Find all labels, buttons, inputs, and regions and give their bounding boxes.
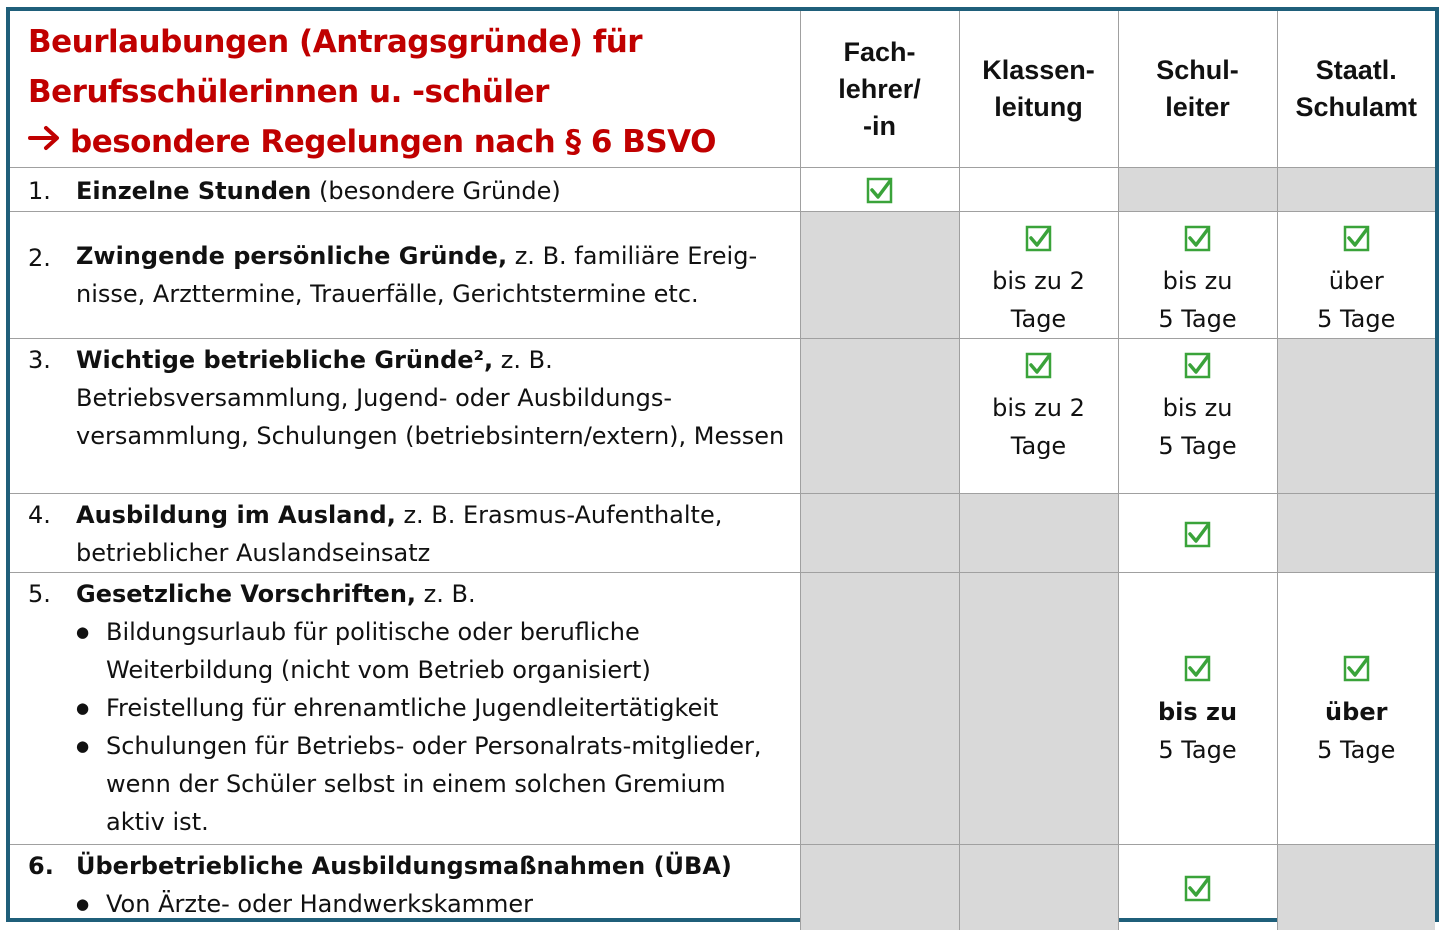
table-row bbox=[10, 494, 1435, 573]
reason-text bbox=[76, 237, 786, 313]
table-row bbox=[10, 573, 1435, 845]
permission-cell bbox=[1277, 573, 1435, 845]
table-row bbox=[10, 339, 1435, 494]
bullet-icon: ● bbox=[76, 699, 90, 717]
list-item bbox=[76, 689, 786, 727]
permission-cell bbox=[800, 845, 959, 930]
checkbox-checked-icon bbox=[1025, 352, 1052, 379]
reason-title: Wichtige betriebliche Gründe², bbox=[76, 346, 494, 374]
bullet-icon: ● bbox=[76, 895, 90, 913]
reason-content bbox=[10, 573, 800, 841]
table-row bbox=[10, 212, 1435, 339]
permission-cell bbox=[959, 212, 1118, 339]
permission-cell bbox=[959, 494, 1118, 573]
checkbox-checked-icon bbox=[1025, 225, 1052, 252]
reason-title: Überbetriebliche Ausbildungsmaßnahmen (ÜBA) bbox=[76, 852, 732, 880]
list-item bbox=[76, 885, 786, 923]
permission-cell bbox=[1118, 845, 1277, 930]
document-frame bbox=[6, 7, 1439, 922]
limit-note: 5 Tage bbox=[1158, 432, 1237, 460]
permission-cell bbox=[1277, 339, 1435, 494]
permission-cell bbox=[1118, 168, 1277, 212]
reason-title: Zwingende persönliche Gründe, bbox=[76, 242, 508, 270]
reason-description: z. B. Betriebsversammlung, Jugend- oder Ausbildungs-versammlung, Schulungen (betriebsintern/extern), Messen bbox=[76, 346, 785, 450]
permission-cell bbox=[959, 168, 1118, 212]
permission-cell bbox=[1118, 494, 1277, 573]
permission-cell bbox=[800, 168, 959, 212]
limit-note: Tage bbox=[1010, 432, 1067, 460]
permission-cell bbox=[1277, 845, 1435, 930]
limit-note: bis zu bbox=[1162, 394, 1233, 422]
reason-description: z. B. familiäre Ereig-nisse, Arzttermine, Trauerfälle, Gerichtstermine etc. bbox=[76, 242, 758, 308]
reason-content bbox=[10, 494, 800, 572]
limit-note: über bbox=[1325, 697, 1388, 726]
column-header-schulamt: Staatl. Schulamt bbox=[1277, 11, 1435, 168]
table-title bbox=[10, 11, 800, 168]
row-number: 3. bbox=[28, 346, 51, 374]
limit-note: bis zu bbox=[1162, 267, 1233, 295]
reason-text bbox=[76, 341, 786, 455]
reason-title: Ausbildung im Ausland, bbox=[76, 501, 396, 529]
bullet-text: Freistellung für ehrenamtliche Jugendleitertätigkeit bbox=[106, 694, 719, 722]
permission-cell bbox=[959, 573, 1118, 845]
permission-cell bbox=[1118, 212, 1277, 339]
row-number: 5. bbox=[28, 580, 51, 608]
bullet-text: Schulungen für Betriebs- oder Personalrats-mitglieder, wenn der Schüler selbst in einem solchen Gremium aktiv ist. bbox=[106, 732, 762, 836]
row-number: 2. bbox=[28, 244, 51, 272]
reason-text bbox=[76, 172, 786, 210]
reason-description: z. B. Erasmus-Aufenthalte, betrieblicher Auslandseinsatz bbox=[76, 501, 723, 567]
checkbox-checked-icon bbox=[1184, 352, 1211, 379]
permission-cell bbox=[800, 573, 959, 845]
permission-cell bbox=[800, 212, 959, 339]
reason-text bbox=[76, 575, 786, 613]
bullet-list bbox=[76, 613, 786, 841]
permission-cell bbox=[1118, 339, 1277, 494]
bullet-list bbox=[76, 885, 786, 923]
permission-cell bbox=[800, 494, 959, 573]
reason-text bbox=[76, 847, 786, 885]
bullet-text: Von Ärzte- oder Handwerkskammer bbox=[106, 890, 534, 918]
limit-note: bis zu bbox=[1157, 697, 1238, 726]
limit-note: 5 Tage bbox=[1158, 735, 1237, 764]
reason-cell bbox=[10, 573, 800, 845]
limit-note: bis zu 2 bbox=[992, 394, 1085, 422]
column-header-klassenleitung: Klassen- leitung bbox=[959, 11, 1118, 168]
permission-cell bbox=[1118, 573, 1277, 845]
limit-note: 5 Tage bbox=[1317, 735, 1396, 764]
header-row bbox=[10, 11, 1435, 168]
permission-cell bbox=[800, 339, 959, 494]
bullet-text: Bildungsurlaub für politische oder berufliche Weiterbildung (nicht vom Betrieb organisiert) bbox=[106, 618, 651, 684]
title-line-3: besondere Regelungen nach § 6 BSVO bbox=[28, 117, 790, 167]
reason-title: Gesetzliche Vorschriften, bbox=[76, 580, 417, 608]
bullet-icon: ● bbox=[76, 737, 90, 755]
reason-cell bbox=[10, 494, 800, 573]
reason-title: Einzelne Stunden bbox=[76, 176, 312, 205]
title-line-1: Beurlaubungen (Antragsgründe) für bbox=[28, 24, 643, 60]
checkbox-checked-icon bbox=[1343, 225, 1370, 252]
reason-content bbox=[10, 170, 800, 210]
reason-content bbox=[10, 339, 800, 455]
reason-text bbox=[76, 496, 786, 572]
checkbox-checked-icon bbox=[1184, 655, 1211, 682]
table-row bbox=[10, 168, 1435, 212]
row-number: 4. bbox=[28, 501, 51, 529]
reason-description: (besondere Gründe) bbox=[311, 176, 561, 205]
limit-note: bis zu 2 bbox=[992, 267, 1085, 295]
bullet-icon: ● bbox=[76, 623, 90, 641]
limit-note: 5 Tage bbox=[1158, 305, 1237, 333]
checkbox-checked-icon bbox=[1184, 521, 1211, 548]
title-line-2: Berufsschülerinnen u. -schüler bbox=[28, 74, 549, 110]
reason-description: z. B. bbox=[416, 580, 476, 608]
reason-content bbox=[10, 237, 800, 313]
permission-cell bbox=[959, 845, 1118, 930]
row-number: 6. bbox=[28, 852, 54, 880]
list-item bbox=[76, 727, 786, 841]
permission-cell bbox=[1277, 212, 1435, 339]
checkbox-checked-icon bbox=[1184, 875, 1211, 902]
right-arrow-icon bbox=[28, 117, 70, 167]
list-item bbox=[76, 613, 786, 689]
permission-cell bbox=[1277, 168, 1435, 212]
reason-cell bbox=[10, 168, 800, 212]
row-number: 1. bbox=[28, 176, 51, 205]
limit-note: 5 Tage bbox=[1317, 305, 1396, 333]
checkbox-checked-icon bbox=[866, 177, 893, 204]
limit-note: Tage bbox=[1010, 305, 1067, 333]
reason-cell bbox=[10, 339, 800, 494]
leave-rules-table bbox=[10, 11, 1435, 930]
column-header-schulleiter: Schul- leiter bbox=[1118, 11, 1277, 168]
table-row bbox=[10, 845, 1435, 930]
reason-cell bbox=[10, 845, 800, 930]
limit-note: über bbox=[1328, 267, 1384, 295]
permission-cell bbox=[959, 339, 1118, 494]
column-header-fachlehrer: Fach- lehrer/ -in bbox=[800, 11, 959, 168]
checkbox-checked-icon bbox=[1343, 655, 1370, 682]
permission-cell bbox=[1277, 494, 1435, 573]
reason-content bbox=[10, 845, 800, 923]
reason-cell bbox=[10, 212, 800, 339]
checkbox-checked-icon bbox=[1184, 225, 1211, 252]
